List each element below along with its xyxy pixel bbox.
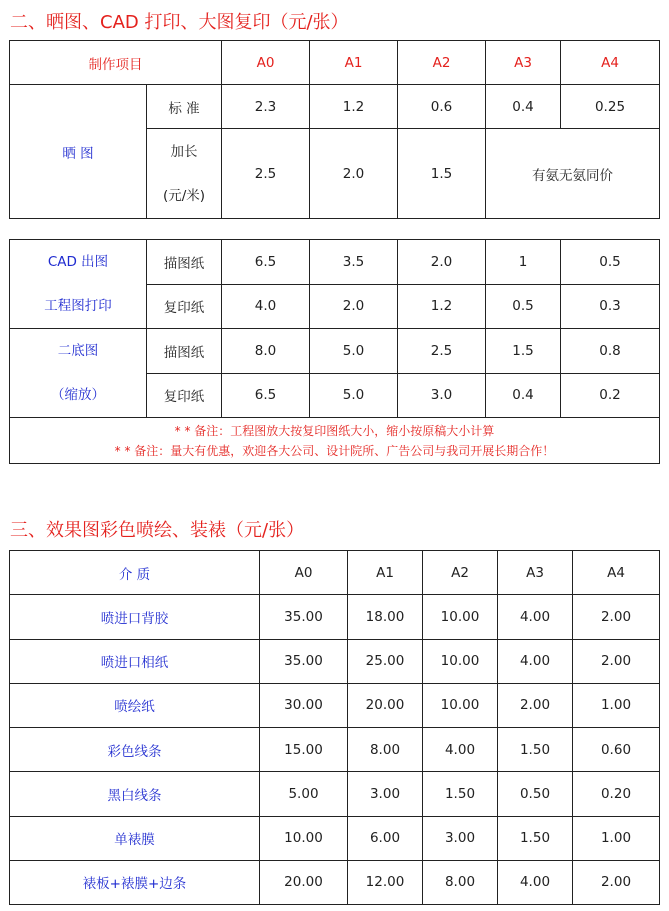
table-cell: 2.0 bbox=[398, 240, 486, 285]
header-a4: A4 bbox=[561, 41, 660, 85]
table-cell: 1.50 bbox=[423, 772, 498, 816]
cad-print-price-table bbox=[9, 239, 660, 464]
table-row bbox=[10, 329, 660, 374]
table-cell: 2.00 bbox=[573, 639, 660, 683]
table-cell: 3.00 bbox=[348, 772, 423, 816]
table-cell: 25.00 bbox=[348, 639, 423, 683]
medium-name: 单裱膜 bbox=[10, 816, 260, 860]
header-medium: 介 质 bbox=[10, 551, 260, 595]
table-cell: 1.00 bbox=[573, 683, 660, 727]
table-row bbox=[10, 860, 660, 904]
inkjet-mounting-price-table bbox=[9, 550, 660, 905]
table-cell: 0.50 bbox=[498, 772, 573, 816]
table-cell: 20.00 bbox=[260, 860, 348, 904]
table-cell: 1.50 bbox=[498, 728, 573, 772]
table-cell: 2.00 bbox=[498, 683, 573, 727]
medium-name: 喷进口相纸 bbox=[10, 639, 260, 683]
table-cell: 2.00 bbox=[573, 595, 660, 639]
table-cell: 0.8 bbox=[561, 329, 660, 374]
table-row bbox=[10, 816, 660, 860]
table-row bbox=[10, 772, 660, 816]
table-row bbox=[10, 85, 660, 129]
cad-label bbox=[10, 240, 147, 329]
paper-type: 复印纸 bbox=[147, 284, 222, 329]
standard-label: 标 准 bbox=[147, 85, 222, 129]
table-cell: 2.3 bbox=[222, 85, 310, 129]
table-cell: 0.25 bbox=[561, 85, 660, 129]
table-cell: 3.5 bbox=[310, 240, 398, 285]
header-a1: A1 bbox=[310, 41, 398, 85]
table-cell: 0.6 bbox=[398, 85, 486, 129]
table-cell: 30.00 bbox=[260, 683, 348, 727]
table-cell: 0.2 bbox=[561, 373, 660, 418]
table-row bbox=[10, 595, 660, 639]
table-cell: 1.2 bbox=[398, 284, 486, 329]
table-cell: 35.00 bbox=[260, 639, 348, 683]
base-label bbox=[10, 329, 147, 418]
table-header-row bbox=[10, 41, 660, 85]
paper-type: 描图纸 bbox=[147, 329, 222, 374]
table-cell: 1.5 bbox=[398, 129, 486, 219]
paper-type: 描图纸 bbox=[147, 240, 222, 285]
extended-label-line1: 加长 bbox=[170, 143, 198, 160]
table-cell: 12.00 bbox=[348, 860, 423, 904]
blueprint-label: 晒 图 bbox=[10, 85, 147, 219]
header-a0: A0 bbox=[260, 551, 348, 595]
header-a3: A3 bbox=[498, 551, 573, 595]
table-cell: 0.5 bbox=[561, 240, 660, 285]
extended-label bbox=[147, 129, 222, 219]
table-cell: 10.00 bbox=[423, 639, 498, 683]
medium-name: 彩色线条 bbox=[10, 728, 260, 772]
table-cell: 10.00 bbox=[423, 683, 498, 727]
table-header-row bbox=[10, 551, 660, 595]
medium-name: 黑白线条 bbox=[10, 772, 260, 816]
table-cell: 5.0 bbox=[310, 373, 398, 418]
table-cell: 2.5 bbox=[222, 129, 310, 219]
table-cell: 35.00 bbox=[260, 595, 348, 639]
base-label-line2: （缩放） bbox=[51, 387, 105, 403]
table-cell: 1.5 bbox=[486, 329, 561, 374]
header-item: 制作项目 bbox=[10, 41, 222, 85]
table-cell: 20.00 bbox=[348, 683, 423, 727]
merged-price-note: 有氨无氨同价 bbox=[486, 129, 660, 219]
table-cell: 1.50 bbox=[498, 816, 573, 860]
table-cell: 6.5 bbox=[222, 240, 310, 285]
header-a1: A1 bbox=[348, 551, 423, 595]
table-cell: 15.00 bbox=[260, 728, 348, 772]
table-cell: 6.00 bbox=[348, 816, 423, 860]
table-cell: 0.60 bbox=[573, 728, 660, 772]
header-a4: A4 bbox=[573, 551, 660, 595]
table-cell: 4.00 bbox=[498, 860, 573, 904]
table-cell: 0.4 bbox=[486, 373, 561, 418]
table-cell: 0.20 bbox=[573, 772, 660, 816]
table-cell: 6.5 bbox=[222, 373, 310, 418]
table-cell: 0.3 bbox=[561, 284, 660, 329]
table-cell: 4.00 bbox=[423, 728, 498, 772]
table-row bbox=[10, 683, 660, 727]
paper-type: 复印纸 bbox=[147, 373, 222, 418]
medium-name: 裱板+裱膜+边条 bbox=[10, 860, 260, 904]
header-a2: A2 bbox=[398, 41, 486, 85]
table-cell: 18.00 bbox=[348, 595, 423, 639]
table-cell: 4.0 bbox=[222, 284, 310, 329]
header-a0: A0 bbox=[222, 41, 310, 85]
section-3-title: 三、效果图彩色喷绘、装裱（元/张） bbox=[10, 520, 305, 541]
notes-cell bbox=[10, 418, 660, 464]
table-cell: 2.5 bbox=[398, 329, 486, 374]
table-row bbox=[10, 639, 660, 683]
extended-label-line2: (元/米) bbox=[162, 187, 206, 204]
table-cell: 4.00 bbox=[498, 639, 573, 683]
table-cell: 10.00 bbox=[260, 816, 348, 860]
table-cell: 1.00 bbox=[573, 816, 660, 860]
table-row bbox=[10, 240, 660, 285]
base-label-line1: 二底图 bbox=[57, 343, 99, 359]
table-cell: 3.00 bbox=[423, 816, 498, 860]
table-cell: 8.0 bbox=[222, 329, 310, 374]
header-a3: A3 bbox=[486, 41, 561, 85]
note-line-2: * * 备注：量大有优惠，欢迎各大公司、设计院所、广告公司与我司开展长期合作！ bbox=[114, 443, 555, 458]
table-cell: 5.00 bbox=[260, 772, 348, 816]
table-cell: 2.00 bbox=[573, 860, 660, 904]
table-cell: 10.00 bbox=[423, 595, 498, 639]
medium-name: 喷绘纸 bbox=[10, 683, 260, 727]
table-cell: 0.4 bbox=[486, 85, 561, 129]
table-cell: 2.0 bbox=[310, 284, 398, 329]
table-cell: 1 bbox=[486, 240, 561, 285]
medium-name: 喷进口背胶 bbox=[10, 595, 260, 639]
cad-label-line2: 工程图打印 bbox=[44, 298, 112, 314]
table-cell: 0.5 bbox=[486, 284, 561, 329]
table-cell: 2.0 bbox=[310, 129, 398, 219]
table-row bbox=[10, 728, 660, 772]
table-cell: 4.00 bbox=[498, 595, 573, 639]
table-cell: 8.00 bbox=[348, 728, 423, 772]
blueprint-price-table bbox=[9, 40, 660, 219]
table-cell: 3.0 bbox=[398, 373, 486, 418]
cad-label-line1: CAD 出图 bbox=[47, 254, 109, 270]
header-a2: A2 bbox=[423, 551, 498, 595]
table-cell: 5.0 bbox=[310, 329, 398, 374]
table-cell: 1.2 bbox=[310, 85, 398, 129]
section-2-title: 二、晒图、CAD 打印、大图复印（元/张） bbox=[10, 12, 349, 33]
note-line-1: * * 备注：工程图放大按复印图纸大小，缩小按原稿大小计算 bbox=[174, 423, 495, 438]
notes-row bbox=[10, 418, 660, 464]
table-cell: 8.00 bbox=[423, 860, 498, 904]
